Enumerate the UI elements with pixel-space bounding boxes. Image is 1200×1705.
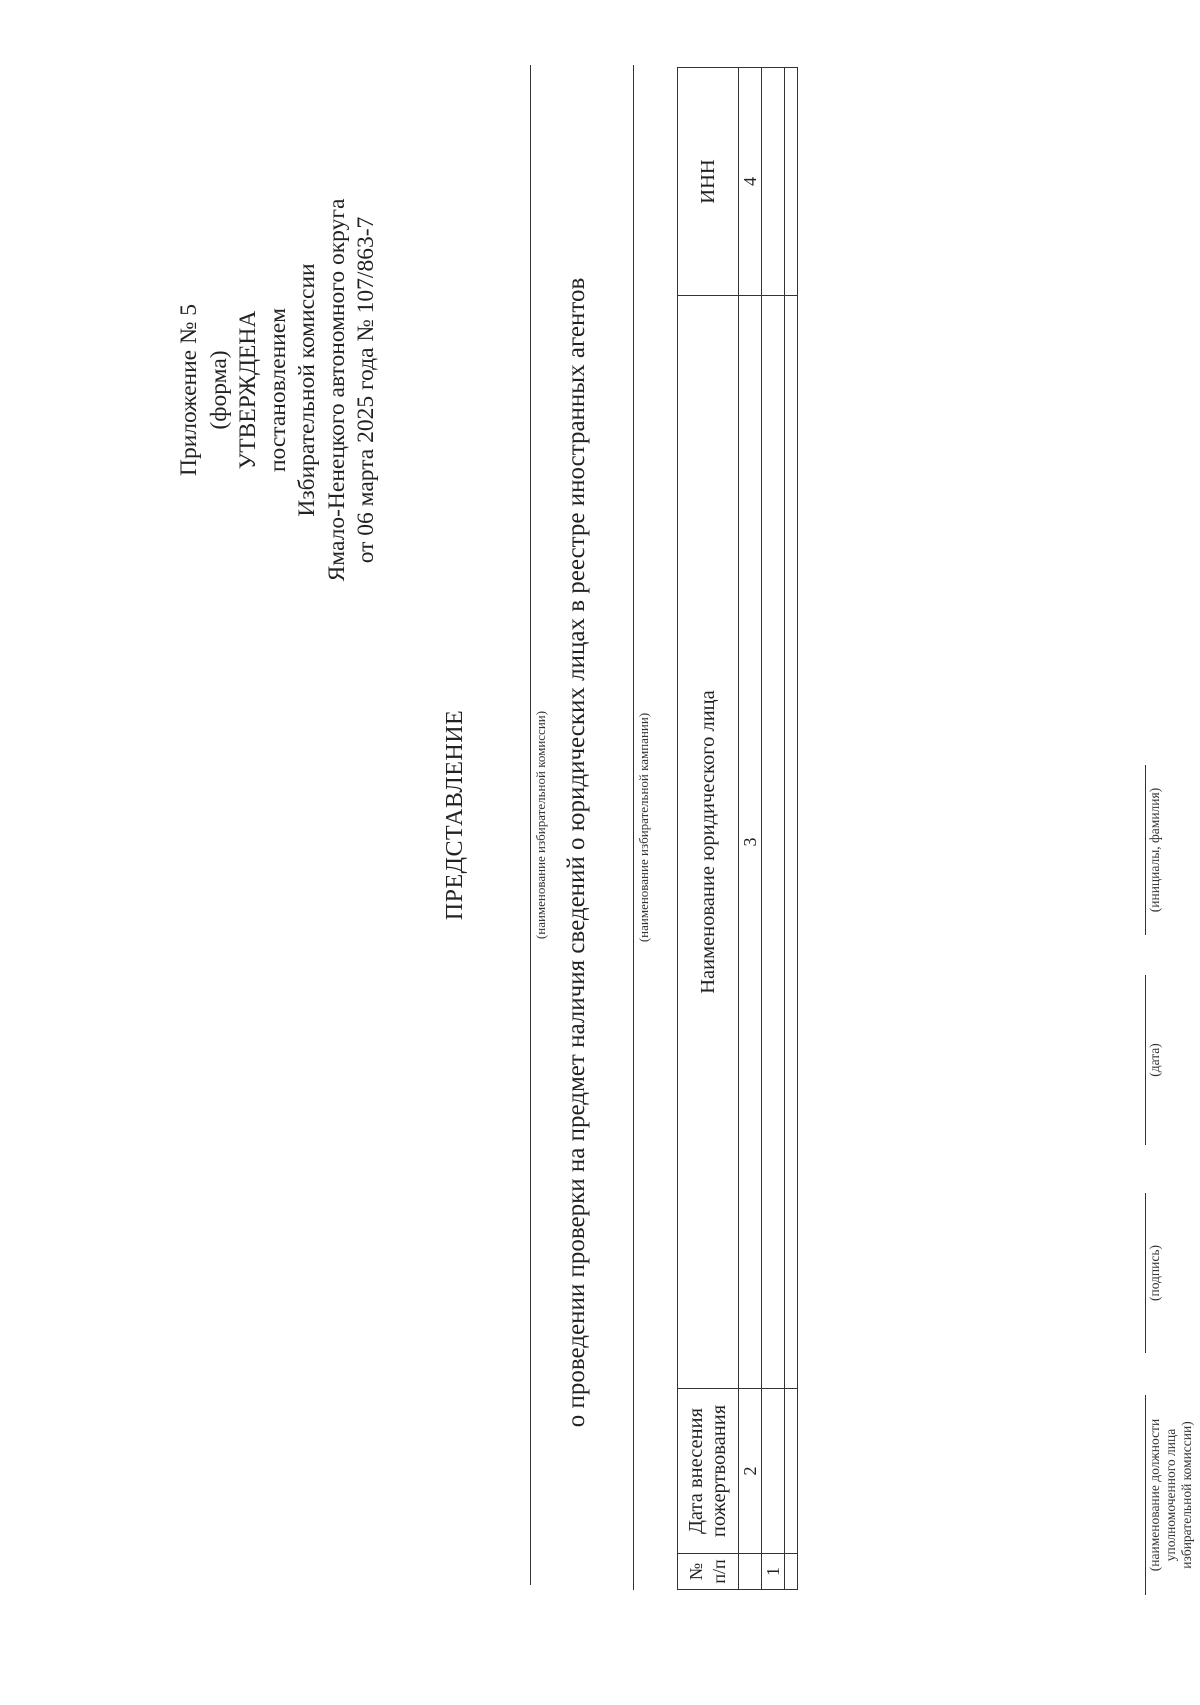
signature-caption: (подпись) <box>1147 1244 1162 1302</box>
header-donation-date: Дата внесения пожертвования <box>678 1389 739 1554</box>
column-number-cell: 4 <box>739 68 762 296</box>
blank-cell <box>785 1389 798 1554</box>
header-legal-entity-name: Наименование юридического лица <box>678 296 739 1389</box>
table-row <box>785 68 798 1590</box>
row-name-cell <box>762 296 785 1389</box>
document-subject: о проведении проверки на предмет наличия сведений о юридических лицах в реестре иностранных агентов <box>563 277 590 1428</box>
row-date-cell <box>762 1389 785 1554</box>
row-inn-cell <box>762 68 785 296</box>
approved-label: УТВЕРЖДЕНА <box>235 310 261 470</box>
table-row <box>762 68 785 1590</box>
date-field <box>1145 975 1146 1145</box>
position-field <box>1145 1395 1146 1595</box>
blank-cell <box>785 296 798 1389</box>
campaign-name-field <box>633 65 634 1590</box>
column-number-cell: 2 <box>739 1389 762 1554</box>
row-number-cell: 1 <box>762 1554 785 1590</box>
blank-cell <box>785 68 798 296</box>
commission-name: Избирательной комиссии <box>294 263 320 517</box>
resolution-label: постановлением <box>264 307 291 473</box>
column-number-cell <box>739 1554 762 1590</box>
commission-name-field <box>530 65 531 1585</box>
donations-table <box>677 67 798 1590</box>
signature-field <box>1145 1193 1146 1353</box>
commission-name-caption: (наименование избирательной комиссии) <box>533 710 548 940</box>
position-caption: (наименование должности уполномоченного лица избирательной комиссии) <box>1147 1418 1194 1572</box>
date-caption: (дата) <box>1147 1043 1162 1077</box>
name-caption: (инициалы, фамилия) <box>1147 787 1162 913</box>
blank-cell <box>785 1554 798 1590</box>
appendix-number: Приложение № 5 <box>176 303 202 477</box>
header-number: № п/п <box>678 1554 739 1590</box>
region-name: Ямало-Ненецкого автономного округа <box>323 198 350 582</box>
form-label: (форма) <box>205 350 232 430</box>
column-number-row <box>739 68 762 1590</box>
header-inn: ИНН <box>678 68 739 296</box>
document-title: ПРЕДСТАВЛЕНИЕ <box>442 709 468 921</box>
campaign-name-caption: (наименование избирательной кампании) <box>636 712 651 943</box>
table-header-row <box>678 68 739 1590</box>
name-field <box>1145 765 1146 935</box>
approval-block <box>175 40 382 740</box>
resolution-date-number: от 06 марта 2025 года № 107/863-7 <box>353 216 379 564</box>
column-number-cell: 3 <box>739 296 762 1389</box>
